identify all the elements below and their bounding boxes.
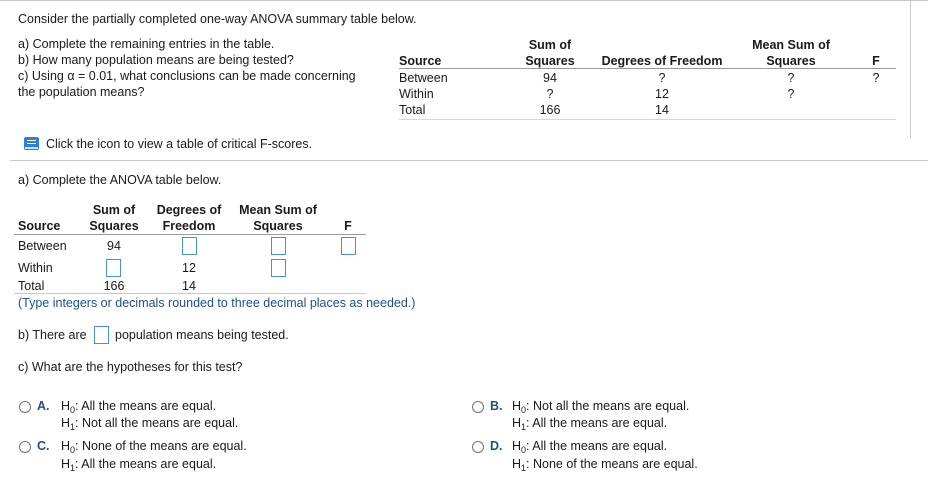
given-header-df: Degrees of Freedom bbox=[601, 54, 723, 68]
option-c-radio[interactable] bbox=[19, 441, 31, 453]
given-cell-ms: ? bbox=[787, 71, 795, 85]
option-b-h1: $H_1$: All the means are equal. bbox=[512, 416, 668, 432]
option-a-radio[interactable] bbox=[19, 401, 31, 413]
given-cell-ss: 94 bbox=[543, 71, 557, 85]
given-header-source: Source bbox=[399, 54, 442, 68]
given-cell-ss: ? bbox=[546, 87, 554, 101]
within-ss-input[interactable] bbox=[106, 259, 121, 277]
answer-header-ms-top: Mean Sum of bbox=[239, 203, 317, 217]
given-cell-df: 14 bbox=[655, 103, 669, 117]
between-df-input[interactable] bbox=[182, 237, 197, 255]
given-header-f: F bbox=[872, 54, 880, 68]
part-c-title: c) What are the hypotheses for this test? bbox=[18, 360, 243, 374]
part-a-title: a) Complete the ANOVA table below. bbox=[18, 173, 222, 187]
given-table-bottom-rule bbox=[399, 119, 896, 120]
option-d-h0: $H_0$: All the means are equal. bbox=[512, 439, 668, 455]
given-cell-ss: 166 bbox=[539, 103, 561, 117]
option-d-letter: D. bbox=[490, 439, 503, 453]
answer-total-ss: 166 bbox=[103, 279, 125, 293]
f-statistic-input[interactable] bbox=[341, 237, 356, 255]
answer-header-f: F bbox=[344, 219, 352, 233]
option-a-h1: $H_1$: Not all the means are equal. bbox=[61, 416, 239, 432]
answer-header-source: Source bbox=[18, 219, 61, 233]
answer-header-ss-top: Sum of bbox=[92, 203, 136, 217]
given-cell-source: Total bbox=[399, 103, 426, 117]
option-a-letter: A. bbox=[37, 399, 50, 413]
option-d-h1: $H_1$: None of the means are equal. bbox=[512, 457, 698, 473]
answer-row-total-label: Total bbox=[18, 279, 45, 293]
answer-total-df: 14 bbox=[182, 279, 196, 293]
book-icon[interactable] bbox=[24, 137, 39, 150]
right-border bbox=[910, 0, 911, 138]
answer-row-within-label: Within bbox=[18, 261, 53, 275]
given-cell-f: ? bbox=[872, 71, 880, 85]
population-means-count-input[interactable] bbox=[94, 326, 109, 344]
option-b-letter: B. bbox=[490, 399, 503, 413]
answer-between-ss: 94 bbox=[107, 239, 121, 253]
rounding-note: (Type integers or decimals rounded to three decimal places as needed.) bbox=[18, 296, 416, 310]
answer-row-between-label: Between bbox=[18, 239, 67, 253]
option-d-radio[interactable] bbox=[472, 441, 484, 453]
option-c-h1: $H_1$: All the means are equal. bbox=[61, 457, 217, 473]
part-b-prefix: b) There are bbox=[18, 328, 87, 342]
option-b-h0: $H_0$: Not all the means are equal. bbox=[512, 399, 690, 415]
answer-table-bottom-rule bbox=[14, 293, 366, 294]
given-header-ms-bottom: Squares bbox=[766, 54, 816, 68]
question-part-a: a) Complete the remaining entries in the table. bbox=[18, 37, 275, 51]
between-ms-input[interactable] bbox=[271, 237, 286, 255]
question-part-c-line1: c) Using α = 0.01, what conclusions can be made concerning bbox=[18, 69, 356, 83]
question-part-c-line2: the population means? bbox=[18, 85, 145, 99]
option-a-h0: $H_0$: All the means are equal. bbox=[61, 399, 217, 415]
answer-header-ms-bottom: Squares bbox=[253, 219, 303, 233]
given-header-ss-top: Sum of bbox=[528, 38, 572, 52]
answer-table-header-rule bbox=[14, 234, 366, 235]
top-border bbox=[0, 0, 928, 1]
option-c-letter: C. bbox=[37, 439, 50, 453]
given-cell-df: 12 bbox=[655, 87, 669, 101]
answer-header-df-bottom: Freedom bbox=[162, 219, 216, 233]
option-b-radio[interactable] bbox=[472, 401, 484, 413]
given-cell-df: ? bbox=[658, 71, 666, 85]
option-c-h0: $H_0$: None of the means are equal. bbox=[61, 439, 247, 455]
section-divider bbox=[10, 160, 928, 161]
given-cell-ms: ? bbox=[787, 87, 795, 101]
within-ms-input[interactable] bbox=[271, 259, 286, 277]
answer-header-ss-bottom: Squares bbox=[89, 219, 139, 233]
critical-f-scores-link-text: Click the icon to view a table of critical F-scores. bbox=[46, 137, 313, 151]
given-cell-source: Between bbox=[399, 71, 448, 85]
question-part-b: b) How many population means are being tested? bbox=[18, 53, 294, 67]
given-cell-source: Within bbox=[399, 87, 434, 101]
given-header-ms-top: Mean Sum of bbox=[752, 38, 830, 52]
part-b-suffix: population means being tested. bbox=[115, 328, 289, 342]
question-intro: Consider the partially completed one-way ANOVA summary table below. bbox=[18, 12, 417, 26]
answer-header-df-top: Degrees of bbox=[156, 203, 222, 217]
given-table-header-rule bbox=[399, 68, 896, 69]
given-header-ss-bottom: Squares bbox=[525, 54, 575, 68]
answer-within-df: 12 bbox=[182, 261, 196, 275]
